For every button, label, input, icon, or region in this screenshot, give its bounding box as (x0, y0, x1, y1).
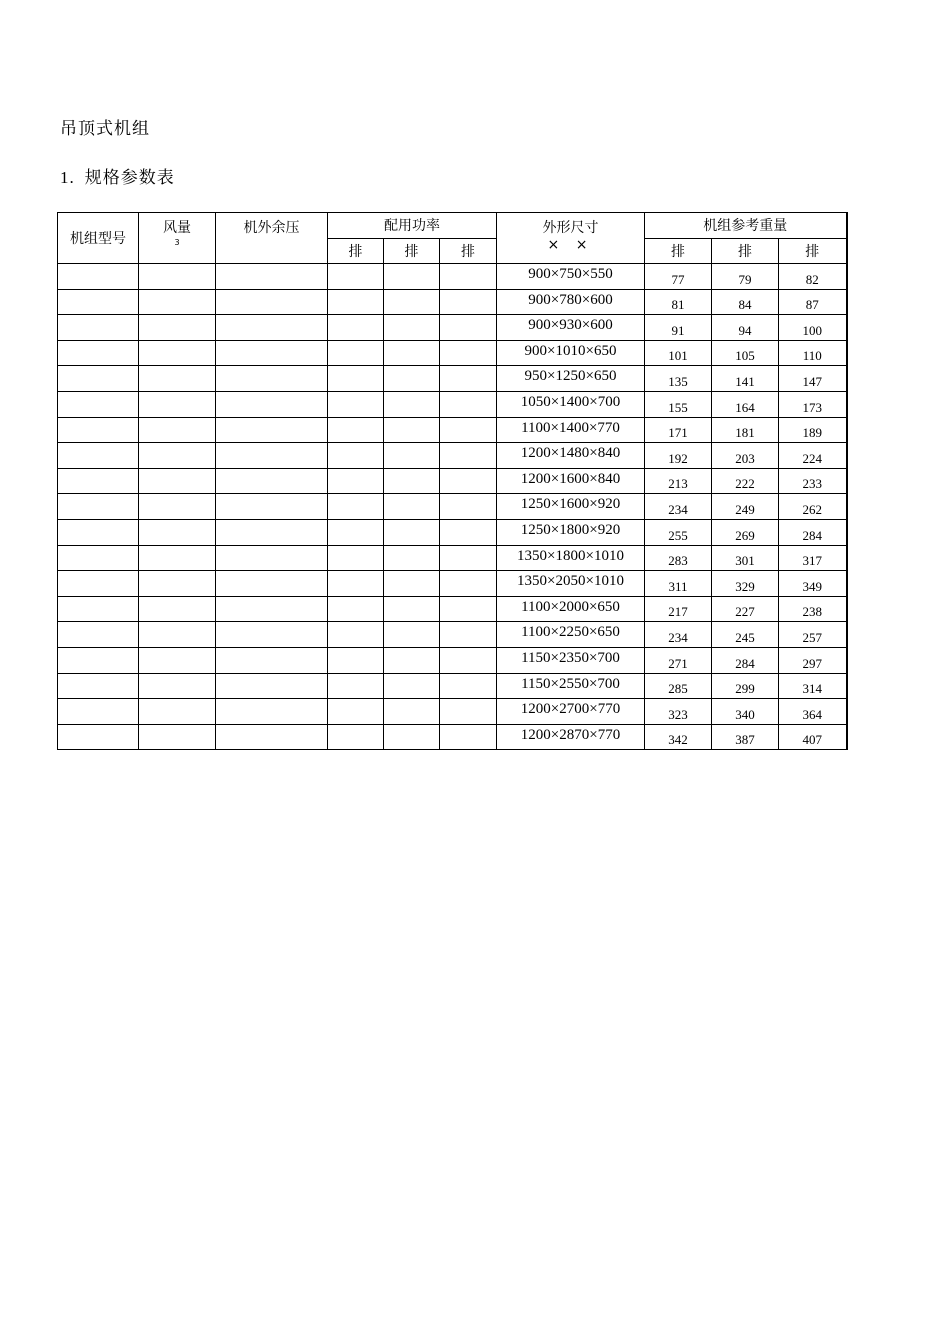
cell-power (440, 673, 497, 699)
cell-weight: 147 (779, 366, 847, 392)
table-row (58, 340, 847, 366)
cell-size: 1050×1400×700 (497, 391, 645, 417)
cell-power (328, 724, 384, 750)
table-row (58, 289, 847, 315)
cell-size: 1100×2000×650 (497, 596, 645, 622)
cell-pressure (216, 315, 328, 341)
cell-model (58, 622, 139, 648)
header-weight-sub: 排 (645, 238, 712, 264)
cell-model (58, 315, 139, 341)
cell-weight: 249 (712, 494, 779, 520)
cell-power (328, 622, 384, 648)
table-row (58, 545, 847, 571)
cell-pressure (216, 443, 328, 469)
cell-weight: 301 (712, 545, 779, 571)
table-row (58, 622, 847, 648)
cell-pressure (216, 571, 328, 597)
cell-weight: 364 (779, 699, 847, 725)
cell-weight: 233 (779, 468, 847, 494)
table-row (58, 699, 847, 725)
cell-power (384, 468, 440, 494)
cell-airflow (139, 264, 216, 290)
cell-weight: 314 (779, 673, 847, 699)
cell-pressure (216, 519, 328, 545)
cell-pressure (216, 494, 328, 520)
cell-airflow (139, 596, 216, 622)
cell-weight: 407 (779, 724, 847, 750)
cell-weight: 234 (645, 622, 712, 648)
cell-power (440, 366, 497, 392)
cell-airflow (139, 571, 216, 597)
header-weight-sub: 排 (779, 238, 847, 264)
cell-weight: 297 (779, 647, 847, 673)
cell-size: 1250×1600×920 (497, 494, 645, 520)
cell-size: 1250×1800×920 (497, 519, 645, 545)
table-row (58, 724, 847, 750)
cell-airflow (139, 315, 216, 341)
cell-power (384, 724, 440, 750)
cell-weight: 189 (779, 417, 847, 443)
cell-weight: 203 (712, 443, 779, 469)
cell-weight: 255 (645, 519, 712, 545)
cell-power (328, 596, 384, 622)
cell-weight: 340 (712, 699, 779, 725)
cell-pressure (216, 417, 328, 443)
cell-weight: 271 (645, 647, 712, 673)
cell-model (58, 647, 139, 673)
cell-power (384, 699, 440, 725)
header-airflow-unit: 3 (174, 238, 180, 247)
cell-power (384, 571, 440, 597)
cell-power (328, 494, 384, 520)
cell-model (58, 596, 139, 622)
header-size-label: 外形尺寸 (542, 220, 599, 236)
cell-power (384, 673, 440, 699)
cell-power (440, 340, 497, 366)
cell-pressure (216, 340, 328, 366)
cell-weight: 164 (712, 391, 779, 417)
header-size-sub: × × (547, 237, 594, 253)
cell-airflow (139, 443, 216, 469)
cell-power (440, 647, 497, 673)
cell-weight: 224 (779, 443, 847, 469)
cell-power (384, 443, 440, 469)
cell-size: 1100×1400×770 (497, 417, 645, 443)
cell-pressure (216, 468, 328, 494)
cell-weight: 192 (645, 443, 712, 469)
cell-weight: 299 (712, 673, 779, 699)
cell-model (58, 494, 139, 520)
header-size (497, 213, 645, 264)
header-airflow-label: 风量 (163, 220, 191, 236)
cell-power (328, 366, 384, 392)
cell-model (58, 391, 139, 417)
cell-weight: 173 (779, 391, 847, 417)
cell-weight: 87 (779, 289, 847, 315)
table-row (58, 366, 847, 392)
header-weight: 机组参考重量 (645, 213, 847, 239)
cell-power (440, 596, 497, 622)
spec-table-body (58, 264, 847, 750)
cell-power (328, 545, 384, 571)
cell-power (440, 622, 497, 648)
cell-power (440, 724, 497, 750)
section-label: 规格参数表 (84, 168, 175, 188)
cell-power (328, 519, 384, 545)
cell-power (384, 494, 440, 520)
cell-airflow (139, 519, 216, 545)
cell-model (58, 289, 139, 315)
cell-power (440, 468, 497, 494)
cell-power (440, 494, 497, 520)
cell-weight: 79 (712, 264, 779, 290)
cell-size: 1350×2050×1010 (497, 571, 645, 597)
cell-power (440, 545, 497, 571)
cell-power (328, 571, 384, 597)
cell-power (440, 391, 497, 417)
cell-weight: 349 (779, 571, 847, 597)
table-row (58, 647, 847, 673)
cell-size: 900×930×600 (497, 315, 645, 341)
cell-airflow (139, 724, 216, 750)
section-heading (60, 163, 175, 188)
cell-power (384, 647, 440, 673)
cell-airflow (139, 391, 216, 417)
page-title: 吊顶式机组 (60, 119, 150, 139)
cell-pressure (216, 596, 328, 622)
cell-power (440, 289, 497, 315)
cell-model (58, 468, 139, 494)
cell-model (58, 366, 139, 392)
section-number: 1. (60, 168, 75, 187)
cell-pressure (216, 366, 328, 392)
cell-power (328, 417, 384, 443)
cell-weight: 387 (712, 724, 779, 750)
cell-weight: 238 (779, 596, 847, 622)
cell-size: 900×1010×650 (497, 340, 645, 366)
cell-weight: 342 (645, 724, 712, 750)
cell-model (58, 699, 139, 725)
cell-model (58, 545, 139, 571)
cell-weight: 227 (712, 596, 779, 622)
header-power-sub: 排 (440, 238, 497, 264)
cell-airflow (139, 366, 216, 392)
cell-weight: 285 (645, 673, 712, 699)
cell-weight: 77 (645, 264, 712, 290)
cell-power (328, 647, 384, 673)
cell-weight: 317 (779, 545, 847, 571)
cell-power (440, 571, 497, 597)
cell-weight: 81 (645, 289, 712, 315)
cell-pressure (216, 673, 328, 699)
table-row (58, 468, 847, 494)
cell-airflow (139, 647, 216, 673)
cell-pressure (216, 622, 328, 648)
cell-weight: 84 (712, 289, 779, 315)
cell-power (384, 315, 440, 341)
table-row (58, 494, 847, 520)
table-row (58, 571, 847, 597)
cell-power (384, 622, 440, 648)
cell-power (440, 417, 497, 443)
cell-power (384, 519, 440, 545)
cell-model (58, 673, 139, 699)
cell-size: 950×1250×650 (497, 366, 645, 392)
cell-size: 1150×2350×700 (497, 647, 645, 673)
cell-weight: 257 (779, 622, 847, 648)
cell-power (440, 443, 497, 469)
cell-weight: 284 (779, 519, 847, 545)
header-pressure: 机外余压 (216, 213, 328, 264)
cell-size: 1150×2550×700 (497, 673, 645, 699)
table-row (58, 315, 847, 341)
cell-power (328, 315, 384, 341)
header-weight-sub: 排 (712, 238, 779, 264)
cell-weight: 222 (712, 468, 779, 494)
cell-airflow (139, 673, 216, 699)
table-row (58, 519, 847, 545)
cell-weight: 269 (712, 519, 779, 545)
cell-power (384, 340, 440, 366)
cell-power (384, 417, 440, 443)
cell-pressure (216, 699, 328, 725)
cell-size: 1200×1480×840 (497, 443, 645, 469)
cell-pressure (216, 264, 328, 290)
cell-weight: 91 (645, 315, 712, 341)
cell-airflow (139, 417, 216, 443)
cell-weight: 283 (645, 545, 712, 571)
cell-weight: 217 (645, 596, 712, 622)
table-row (58, 673, 847, 699)
cell-power (384, 391, 440, 417)
cell-weight: 155 (645, 391, 712, 417)
cell-model (58, 340, 139, 366)
cell-power (328, 699, 384, 725)
cell-airflow (139, 545, 216, 571)
spec-table (57, 212, 848, 750)
cell-power (328, 289, 384, 315)
cell-weight: 284 (712, 647, 779, 673)
cell-power (328, 391, 384, 417)
header-power-sub: 排 (328, 238, 384, 264)
cell-power (328, 264, 384, 290)
cell-weight: 101 (645, 340, 712, 366)
table-row (58, 391, 847, 417)
cell-model (58, 264, 139, 290)
cell-weight: 181 (712, 417, 779, 443)
cell-pressure (216, 724, 328, 750)
cell-power (384, 289, 440, 315)
cell-power (328, 673, 384, 699)
cell-pressure (216, 289, 328, 315)
cell-airflow (139, 622, 216, 648)
cell-weight: 141 (712, 366, 779, 392)
header-row-1 (58, 213, 847, 239)
cell-size: 900×780×600 (497, 289, 645, 315)
table-row (58, 264, 847, 290)
cell-weight: 329 (712, 571, 779, 597)
cell-weight: 171 (645, 417, 712, 443)
cell-model (58, 571, 139, 597)
cell-power (440, 315, 497, 341)
cell-weight: 323 (645, 699, 712, 725)
cell-pressure (216, 545, 328, 571)
table-row (58, 443, 847, 469)
cell-model (58, 519, 139, 545)
cell-weight: 245 (712, 622, 779, 648)
cell-weight: 82 (779, 264, 847, 290)
cell-weight: 311 (645, 571, 712, 597)
cell-weight: 135 (645, 366, 712, 392)
cell-size: 1200×1600×840 (497, 468, 645, 494)
cell-model (58, 443, 139, 469)
cell-airflow (139, 468, 216, 494)
cell-airflow (139, 289, 216, 315)
header-model: 机组型号 (58, 213, 139, 264)
cell-airflow (139, 494, 216, 520)
header-power: 配用功率 (328, 213, 497, 239)
cell-size: 1200×2700×770 (497, 699, 645, 725)
cell-size: 900×750×550 (497, 264, 645, 290)
cell-power (440, 519, 497, 545)
cell-weight: 105 (712, 340, 779, 366)
cell-weight: 100 (779, 315, 847, 341)
cell-size: 1350×1800×1010 (497, 545, 645, 571)
cell-power (384, 596, 440, 622)
table-row (58, 596, 847, 622)
cell-weight: 213 (645, 468, 712, 494)
cell-model (58, 417, 139, 443)
cell-size: 1200×2870×770 (497, 724, 645, 750)
cell-pressure (216, 391, 328, 417)
cell-power (328, 340, 384, 366)
cell-airflow (139, 340, 216, 366)
cell-power (440, 264, 497, 290)
cell-airflow (139, 699, 216, 725)
cell-weight: 234 (645, 494, 712, 520)
cell-power (328, 468, 384, 494)
table-row (58, 417, 847, 443)
header-power-sub: 排 (384, 238, 440, 264)
cell-weight: 262 (779, 494, 847, 520)
cell-model (58, 724, 139, 750)
cell-power (384, 366, 440, 392)
cell-weight: 94 (712, 315, 779, 341)
cell-power (384, 264, 440, 290)
cell-pressure (216, 647, 328, 673)
header-airflow (139, 213, 216, 264)
cell-power (384, 545, 440, 571)
cell-weight: 110 (779, 340, 847, 366)
cell-power (328, 443, 384, 469)
cell-power (440, 699, 497, 725)
cell-size: 1100×2250×650 (497, 622, 645, 648)
